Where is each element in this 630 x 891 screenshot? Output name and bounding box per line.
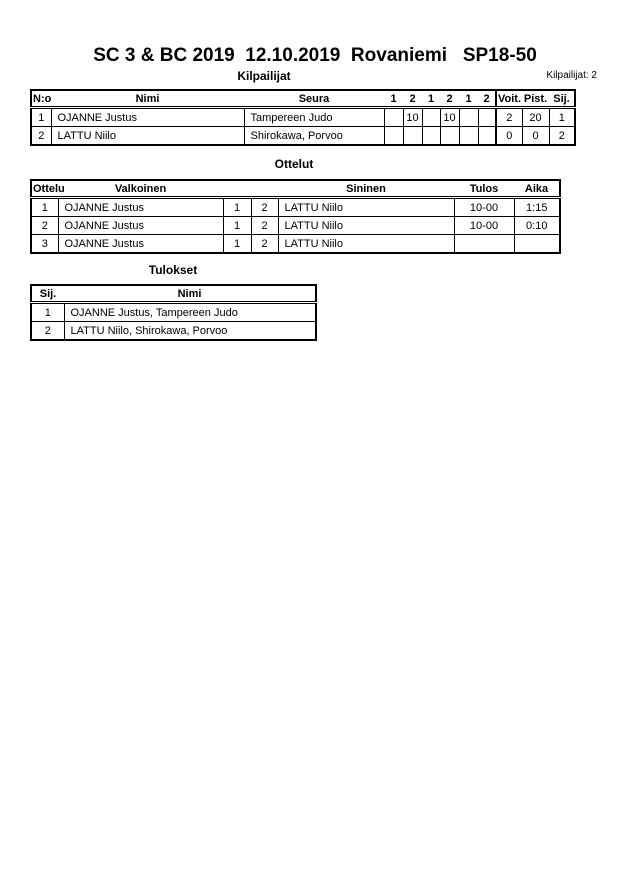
cell-score bbox=[422, 127, 440, 146]
document-title: SC 3 & BC 2019 12.10.2019 Rovaniemi SP18-50 bbox=[93, 45, 537, 66]
col-header-tulos: Tulos bbox=[454, 180, 514, 198]
col-header-score-4: 2 bbox=[440, 90, 459, 108]
cell-white-player: OJANNE Justus bbox=[58, 235, 223, 254]
col-header-aika: Aika bbox=[514, 180, 560, 198]
competitor-row bbox=[31, 127, 575, 146]
col-header-voit: Voit. bbox=[496, 90, 522, 108]
cell-time: 0:10 bbox=[514, 217, 560, 235]
match-row bbox=[31, 235, 560, 254]
section-title-tulokset: Tulokset bbox=[148, 263, 198, 277]
cell-sij: 1 bbox=[549, 108, 575, 127]
cell-blue-number: 2 bbox=[251, 217, 278, 235]
cell-score bbox=[384, 127, 403, 146]
cell-white-number: 1 bbox=[223, 235, 251, 254]
cell-place: 1 bbox=[31, 303, 64, 322]
cell-result bbox=[454, 235, 514, 254]
cell-seura: Shirokawa, Porvoo bbox=[244, 127, 384, 146]
col-header-sij: Sij. bbox=[549, 90, 575, 108]
cell-score bbox=[478, 127, 496, 146]
cell-blue-player: LATTU Niilo bbox=[278, 235, 454, 254]
competitors-count-label: Kilpailijat: 2 bbox=[546, 70, 597, 81]
cell-place: 2 bbox=[31, 322, 64, 341]
cell-score bbox=[478, 108, 496, 127]
cell-score bbox=[440, 127, 459, 146]
match-row bbox=[31, 198, 560, 217]
cell-score bbox=[459, 108, 478, 127]
col-header-sij: Sij. bbox=[31, 285, 64, 303]
competitors-header-row bbox=[31, 90, 575, 108]
cell-time bbox=[514, 235, 560, 254]
cell-sij: 2 bbox=[549, 127, 575, 146]
cell-pist: 0 bbox=[522, 127, 549, 146]
col-header-nro: N:o bbox=[31, 90, 51, 108]
section-title-kilpailijat: Kilpailijat bbox=[237, 69, 291, 83]
cell-match-number: 2 bbox=[31, 217, 58, 235]
cell-white-number: 1 bbox=[223, 217, 251, 235]
cell-blue-player: LATTU Niilo bbox=[278, 217, 454, 235]
cell-blue-player: LATTU Niilo bbox=[278, 198, 454, 217]
cell-result: 10-00 bbox=[454, 217, 514, 235]
cell-nro: 2 bbox=[31, 127, 51, 146]
cell-nimi: LATTU Niilo bbox=[51, 127, 244, 146]
cell-score bbox=[384, 108, 403, 127]
col-header-nimi: Nimi bbox=[64, 285, 316, 303]
cell-name-club: OJANNE Justus, Tampereen Judo bbox=[64, 303, 316, 322]
cell-result: 10-00 bbox=[454, 198, 514, 217]
col-header-score-2: 2 bbox=[403, 90, 422, 108]
cell-name-club: LATTU Niilo, Shirokawa, Porvoo bbox=[64, 322, 316, 341]
competitors-table bbox=[30, 89, 576, 146]
cell-score: 10 bbox=[440, 108, 459, 127]
result-row bbox=[31, 322, 316, 341]
col-header-ottelu: Ottelu bbox=[31, 180, 58, 198]
cell-blue-number: 2 bbox=[251, 235, 278, 254]
cell-seura: Tampereen Judo bbox=[244, 108, 384, 127]
cell-match-number: 3 bbox=[31, 235, 58, 254]
section-title-ottelut: Ottelut bbox=[274, 157, 314, 171]
cell-score bbox=[422, 108, 440, 127]
cell-pist: 20 bbox=[522, 108, 549, 127]
col-header-nimi: Nimi bbox=[51, 90, 244, 108]
cell-voit: 0 bbox=[496, 127, 522, 146]
col-header-pist: Pist. bbox=[522, 90, 549, 108]
cell-white-player: OJANNE Justus bbox=[58, 217, 223, 235]
match-row bbox=[31, 217, 560, 235]
col-header-score-6: 2 bbox=[478, 90, 496, 108]
col-header-score-3: 1 bbox=[422, 90, 440, 108]
results-header-row bbox=[31, 285, 316, 303]
cell-voit: 2 bbox=[496, 108, 522, 127]
cell-blue-number: 2 bbox=[251, 198, 278, 217]
col-header-spacer bbox=[223, 180, 251, 198]
cell-time: 1:15 bbox=[514, 198, 560, 217]
col-header-spacer bbox=[251, 180, 278, 198]
result-row bbox=[31, 303, 316, 322]
cell-score: 10 bbox=[403, 108, 422, 127]
cell-score bbox=[459, 127, 478, 146]
cell-white-number: 1 bbox=[223, 198, 251, 217]
col-header-score-1: 1 bbox=[384, 90, 403, 108]
cell-white-player: OJANNE Justus bbox=[58, 198, 223, 217]
col-header-valkoinen: Valkoinen bbox=[58, 180, 223, 198]
competitor-row bbox=[31, 108, 575, 127]
cell-nro: 1 bbox=[31, 108, 51, 127]
results-table bbox=[30, 284, 317, 341]
cell-match-number: 1 bbox=[31, 198, 58, 217]
col-header-seura: Seura bbox=[244, 90, 384, 108]
cell-nimi: OJANNE Justus bbox=[51, 108, 244, 127]
col-header-score-5: 1 bbox=[459, 90, 478, 108]
matches-table bbox=[30, 179, 561, 254]
col-header-sininen: Sininen bbox=[278, 180, 454, 198]
cell-score bbox=[403, 127, 422, 146]
matches-header-row bbox=[31, 180, 560, 198]
